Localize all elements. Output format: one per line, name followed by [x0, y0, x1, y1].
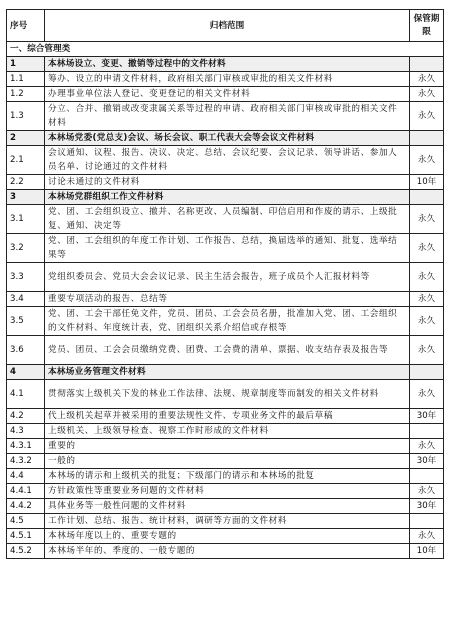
scope-cell: 重要专项活动的报告、总结等 — [45, 292, 410, 307]
scope-cell: 筹办、设立的申请文件材料，政府相关部门审核或审批的相关文件材料 — [45, 72, 410, 87]
scope-cell: 本林场的请示和上级机关的批复；下级部门的请示和本林场的批复 — [45, 469, 410, 484]
scope-cell: 方针政策性等重要业务问题的文件材料 — [45, 484, 410, 499]
table-row — [7, 205, 444, 234]
serial-number-cell: 3.2 — [7, 234, 45, 263]
table-row — [7, 514, 444, 529]
retention-cell: 永久 — [410, 307, 444, 336]
table-row — [7, 454, 444, 469]
table-row — [7, 72, 444, 87]
serial-number-cell: 3.1 — [7, 205, 45, 234]
table-row — [7, 292, 444, 307]
retention-cell: 永久 — [410, 146, 444, 175]
group-row — [7, 57, 444, 72]
header-retention-period: 保管期限 — [410, 10, 444, 42]
section-row — [7, 42, 444, 57]
serial-number-cell: 4.4.1 — [7, 484, 45, 499]
table-row — [7, 380, 444, 409]
serial-number-cell: 4.3 — [7, 424, 45, 439]
header-serial-number: 序号 — [7, 10, 45, 42]
archive-scope-document — [6, 9, 443, 559]
table-header-row — [7, 10, 444, 42]
scope-cell: 党、团、工会组织的年度工作计划、工作报告、总结，换届选举的通知、批复、选举结果等 — [45, 234, 410, 263]
table-row — [7, 336, 444, 365]
retention-cell — [410, 424, 444, 439]
serial-number-cell: 4.5 — [7, 514, 45, 529]
serial-number-cell: 1.1 — [7, 72, 45, 87]
retention-cell: 永久 — [410, 380, 444, 409]
table-row — [7, 439, 444, 454]
retention-cell: 永久 — [410, 439, 444, 454]
table-row — [7, 529, 444, 544]
table-row — [7, 424, 444, 439]
serial-number-cell: 1.3 — [7, 102, 45, 131]
scope-cell: 分立、合并、撤销或改变隶属关系等过程的申请、政府相关部门审核或审批的相关文件材料 — [45, 102, 410, 131]
table-row — [7, 544, 444, 559]
header-archive-scope: 归档范围 — [45, 10, 410, 42]
scope-cell: 本林场设立、变更、撤销等过程中的文件材料 — [45, 57, 410, 72]
scope-cell: 本林场党群组织工作文件材料 — [45, 190, 410, 205]
serial-number-cell: 1.2 — [7, 87, 45, 102]
scope-cell: 本林场半年的、季度的、一般专题的 — [45, 544, 410, 559]
scope-cell: 讨论未通过的文件材料 — [45, 175, 410, 190]
table-row — [7, 484, 444, 499]
scope-cell: 代上级机关起草并被采用的重要法规性文件、专项业务文件的最后草稿 — [45, 409, 410, 424]
scope-cell: 本林场年度以上的、重要专题的 — [45, 529, 410, 544]
retention-cell: 永久 — [410, 529, 444, 544]
scope-cell: 本林场业务管理文件材料 — [45, 365, 410, 380]
table-row — [7, 307, 444, 336]
serial-number-cell: 3.3 — [7, 263, 45, 292]
scope-cell: 工作计划、总结、报告、统计材料，调研等方面的文件材料 — [45, 514, 410, 529]
serial-number-cell: 4.3.1 — [7, 439, 45, 454]
retention-cell — [410, 190, 444, 205]
group-row — [7, 131, 444, 146]
scope-cell: 党、团、工会组织设立、撤并、名称更改、人员编制、印信启用和作废的请示、上级批复、通知、决定等 — [45, 205, 410, 234]
group-row — [7, 190, 444, 205]
serial-number-cell: 4.5.1 — [7, 529, 45, 544]
retention-cell: 永久 — [410, 336, 444, 365]
archive-scope-table — [6, 9, 444, 559]
scope-cell: 党组织委员会、党员大会会议记录、民主生活会报告，班子成员个人汇报材料等 — [45, 263, 410, 292]
table-row — [7, 87, 444, 102]
retention-cell: 永久 — [410, 205, 444, 234]
retention-cell — [410, 469, 444, 484]
scope-cell: 办理事业单位法人登记、变更登记的相关文件材料 — [45, 87, 410, 102]
serial-number-cell: 4.5.2 — [7, 544, 45, 559]
retention-cell: 永久 — [410, 484, 444, 499]
serial-number-cell: 4.1 — [7, 380, 45, 409]
scope-cell: 一般的 — [45, 454, 410, 469]
retention-cell: 永久 — [410, 72, 444, 87]
retention-cell: 永久 — [410, 263, 444, 292]
serial-number-cell: 4.4.2 — [7, 499, 45, 514]
table-row — [7, 234, 444, 263]
scope-cell: 党、团、工会干部任免文件，党员、团员、工会会员名册，批准加入党、团、工会组织的文件材料、年度统计表，党、团组织关系介绍信或存根等 — [45, 307, 410, 336]
group-row — [7, 365, 444, 380]
serial-number-cell: 4.3.2 — [7, 454, 45, 469]
retention-cell: 30年 — [410, 454, 444, 469]
table-row — [7, 409, 444, 424]
section-title: 一、综合管理类 — [7, 42, 444, 57]
serial-number-cell: 3.4 — [7, 292, 45, 307]
serial-number-cell: 4.4 — [7, 469, 45, 484]
scope-cell: 会议通知、议程、报告、决议、决定、总结、会议纪要、会议记录、领导讲话、参加人员名单、讨论通过的文件材料 — [45, 146, 410, 175]
serial-number-cell: 3.6 — [7, 336, 45, 365]
serial-number-cell: 4 — [7, 365, 45, 380]
retention-cell: 10年 — [410, 544, 444, 559]
scope-cell: 党员、团员、工会会员缴纳党费、团费、工会费的清单、票据、收支结存表及报告等 — [45, 336, 410, 365]
retention-cell: 30年 — [410, 409, 444, 424]
retention-cell — [410, 131, 444, 146]
table-row — [7, 499, 444, 514]
retention-cell: 永久 — [410, 102, 444, 131]
scope-cell: 重要的 — [45, 439, 410, 454]
retention-cell: 永久 — [410, 234, 444, 263]
table-row — [7, 263, 444, 292]
scope-cell: 上级机关、上级领导检查、视察工作时形成的文件材料 — [45, 424, 410, 439]
table-row — [7, 469, 444, 484]
scope-cell: 贯彻落实上级机关下发的林业工作法律、法规、规章制度等而制发的相关文件材料 — [45, 380, 410, 409]
serial-number-cell: 4.2 — [7, 409, 45, 424]
scope-cell: 具体业务等一般性问题的文件材料 — [45, 499, 410, 514]
retention-cell — [410, 57, 444, 72]
serial-number-cell: 1 — [7, 57, 45, 72]
serial-number-cell: 3.5 — [7, 307, 45, 336]
table-row — [7, 175, 444, 190]
table-row — [7, 146, 444, 175]
retention-cell: 永久 — [410, 292, 444, 307]
table-row — [7, 102, 444, 131]
serial-number-cell: 2.2 — [7, 175, 45, 190]
retention-cell: 10年 — [410, 175, 444, 190]
retention-cell — [410, 365, 444, 380]
serial-number-cell: 2 — [7, 131, 45, 146]
retention-cell: 30年 — [410, 499, 444, 514]
retention-cell: 永久 — [410, 87, 444, 102]
table-body — [7, 42, 444, 559]
serial-number-cell: 3 — [7, 190, 45, 205]
serial-number-cell: 2.1 — [7, 146, 45, 175]
retention-cell — [410, 514, 444, 529]
scope-cell: 本林场党委(党总支)会议、场长会议、职工代表大会等会议文件材料 — [45, 131, 410, 146]
